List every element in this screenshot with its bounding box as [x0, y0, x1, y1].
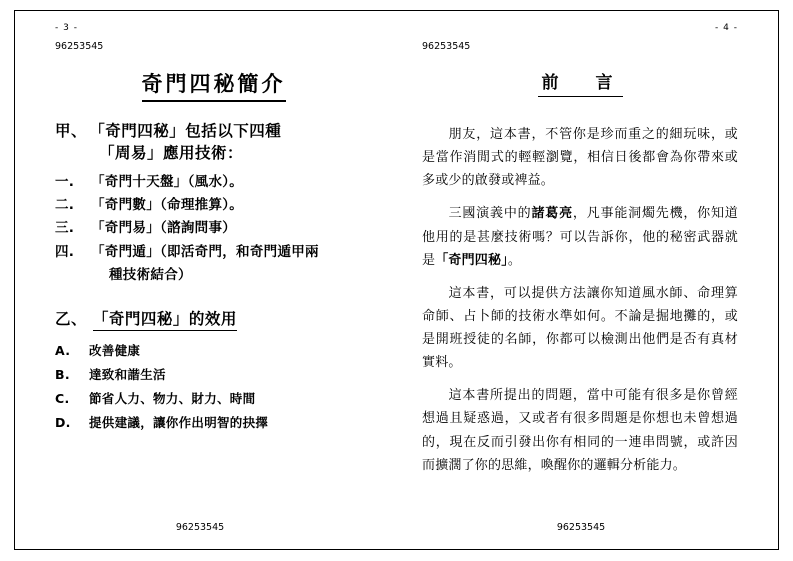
section-a-heading	[55, 120, 372, 165]
paragraph-text: ，凡事能洞燭先機，你知道他用的是甚麼技術嗎？可以告訴你，他的秘密武器就是	[422, 206, 739, 268]
list-item-marker: 四.	[55, 243, 75, 260]
right-page-header-code: 96253545	[422, 41, 471, 52]
list-item	[55, 217, 372, 240]
right-page-folio: - 4 -	[715, 23, 738, 33]
left-page-title-text: 奇門四秘簡介	[142, 68, 286, 102]
list-item	[55, 411, 372, 435]
list-item	[55, 241, 372, 287]
paragraph-text: 這本書，可以提供方法讓你知道風水師、命理算命師、占卜師的技術水準如何。不論是掘地攤的，或是開班授徒的名師，你都可以檢測出他們是否有真材實料。	[422, 285, 738, 371]
list-item-text: 「奇門遁」（即活奇門，和奇門遁甲兩	[91, 243, 319, 260]
list-item-text: 提供建議，讓你作出明智的抉擇	[89, 415, 269, 431]
right-page-footer-code: 96253545	[556, 522, 606, 533]
section-b-heading	[55, 307, 372, 331]
left-page-folio: - 3 -	[55, 23, 78, 33]
list-item-body	[91, 194, 372, 217]
left-page	[15, 11, 396, 549]
list-item	[55, 194, 372, 217]
list-item-body	[91, 241, 372, 287]
list-item-body	[91, 171, 372, 194]
two-page-spread	[15, 11, 778, 549]
section-a-lead: 甲、	[55, 122, 88, 140]
list-item-text: 「奇門數」（命理推算）。	[91, 197, 244, 214]
paragraph-text: 。	[507, 252, 522, 268]
alpha-list	[55, 339, 372, 435]
left-page-title	[55, 68, 372, 102]
right-page-title	[422, 68, 738, 97]
list-item-marker: 三.	[55, 220, 75, 237]
list-item	[55, 387, 372, 411]
list-item-body	[91, 217, 372, 240]
list-item-marker: 一.	[55, 173, 75, 190]
list-item-text: 達致和諧生活	[89, 367, 166, 383]
paragraph-text: 這本書所提出的問題，當中可能有很多是你曾經想過且疑惑過，又或者有很多問題是你想也未曾想過的，現在反而引發出你有相同的一連串問號，或許因而擴濶了你的思維，喚醒你的邏輯分析能力。	[422, 388, 738, 473]
list-item-marker: 二.	[55, 197, 75, 214]
section-b-title: 「奇門四秘」的效用	[93, 307, 237, 331]
paragraph	[422, 384, 738, 477]
right-page	[396, 11, 778, 549]
paragraph	[422, 123, 738, 192]
left-page-footer-code: 96253545	[175, 522, 225, 533]
list-item	[55, 363, 372, 387]
section-b-lead: 乙、	[55, 310, 88, 329]
list-item-text: 改善健康	[89, 343, 141, 359]
list-item	[55, 171, 372, 194]
emphasis-text: 諸葛亮	[531, 206, 573, 222]
left-page-header-code: 96253545	[55, 41, 104, 52]
list-item-text: 「奇門十天盤」（風水）。	[91, 173, 244, 190]
list-item	[55, 339, 372, 363]
list-item-marker: C.	[55, 391, 70, 407]
list-item-marker: A.	[55, 343, 71, 359]
list-item-marker: B.	[55, 367, 70, 383]
list-item-marker: D.	[55, 415, 71, 431]
list-item-text: 「奇門易」（諮詢問事）	[91, 220, 237, 237]
list-item-continuation: 種技術結合）	[109, 266, 192, 283]
emphasis-text: 「奇門四秘」	[435, 252, 508, 268]
right-page-title-text: 前 言	[538, 68, 623, 97]
section-a-line1: 「奇門四秘」包括以下四種	[97, 122, 282, 140]
paragraph-text: 三國演義中的	[448, 206, 532, 222]
list-item-text: 節省人力、物力、財力、時間	[89, 391, 256, 407]
paragraph	[422, 202, 738, 271]
numbered-list	[55, 171, 372, 287]
section-a-line2: 「周易」應用技術：	[99, 144, 244, 163]
paragraph	[422, 282, 738, 375]
paragraph-text: 朋友，這本書，不管你是珍而重之的細玩味，或是當作消閒式的輕輕瀏覽，相信日後都會為你帶來或多或少的啟發或裨益。	[422, 127, 738, 189]
